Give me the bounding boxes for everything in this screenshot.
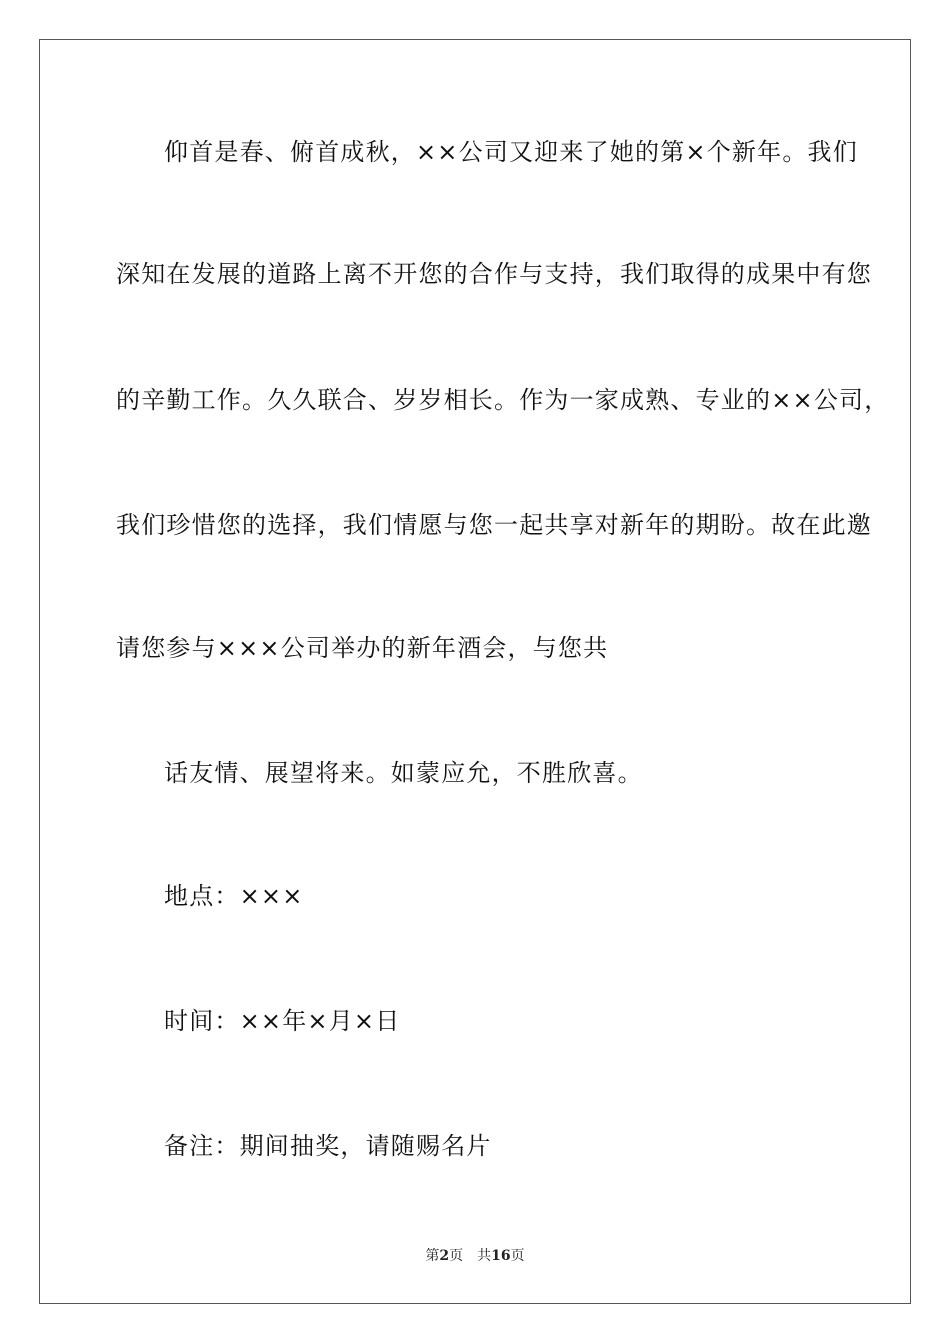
page-footer — [0, 1247, 950, 1265]
time-line: 时间：××年×月×日 — [164, 1007, 401, 1035]
total-label-suffix: 页 — [510, 1248, 525, 1264]
total-label-prefix: 共 — [477, 1248, 492, 1264]
body-paragraph-line-3: 的辛勤工作。久久联合、岁岁相长。作为一家成熟、专业的××公司， — [116, 386, 890, 414]
body-paragraph-line-1: 仰首是春、俯首成秋，××公司又迎来了她的第×个新年。我们 — [164, 138, 858, 166]
body-paragraph-line-4: 我们珍惜您的选择，我们情愿与您一起共享对新年的期盼。故在此邀 — [116, 511, 872, 539]
page-label-prefix: 第 — [425, 1248, 440, 1264]
total-pages: 16 — [491, 1248, 511, 1264]
page-number: 2 — [439, 1248, 450, 1264]
location-line: 地点：××× — [164, 882, 304, 910]
page-label-suffix: 页 — [449, 1248, 464, 1264]
body-paragraph-line-6: 话友情、展望将来。如蒙应允，不胜欣喜。 — [164, 759, 643, 787]
body-paragraph-line-2: 深知在发展的道路上离不开您的合作与支持，我们取得的成果中有您 — [116, 260, 872, 288]
body-paragraph-line-5: 请您参与×××公司举办的新年酒会，与您共 — [116, 634, 609, 662]
remarks-line: 备注：期间抽奖，请随赐名片 — [164, 1132, 492, 1160]
page-border — [39, 39, 911, 1304]
